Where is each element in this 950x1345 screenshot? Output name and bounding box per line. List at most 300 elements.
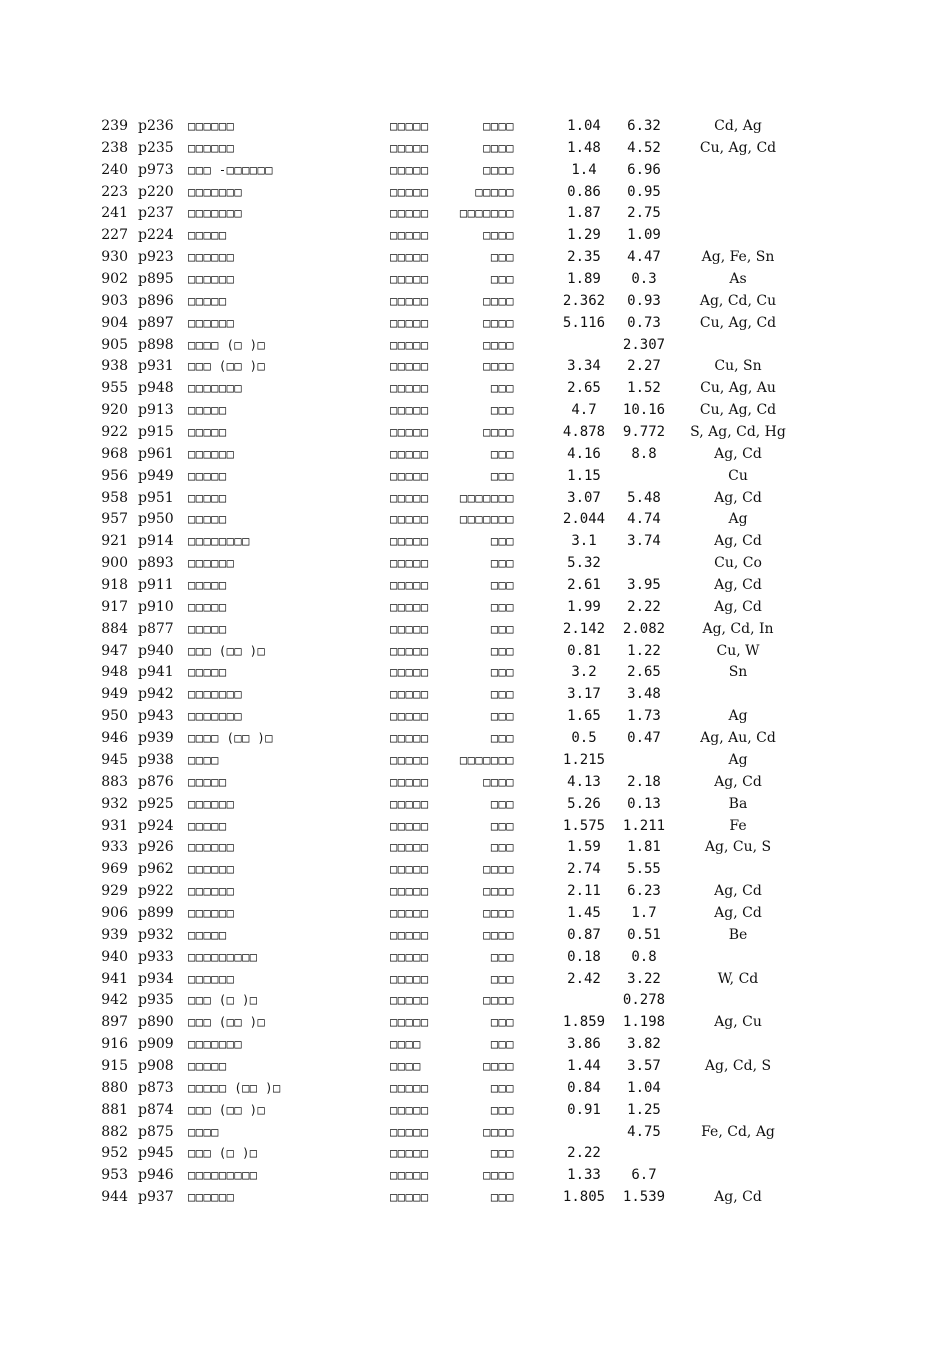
row-number: 941 [101,970,128,987]
item-category: □□□□□ [390,381,429,396]
item-type: □□□ [490,971,514,986]
item-name: □□□□□□□ [188,381,243,396]
item-code: p914 [138,533,174,550]
item-category: □□□□□ [390,184,429,199]
table-row [0,859,950,881]
item-category: □□□□□ [390,818,429,833]
item-code: p923 [138,249,174,266]
item-name: □□□□□□□□□ [188,949,258,964]
row-number: 902 [101,271,128,288]
item-type: □□□□ [483,1058,514,1073]
item-category: □□□□□ [390,731,429,746]
item-type: □□□□□□□ [459,752,514,767]
row-number: 227 [101,227,128,244]
item-type: □□□ [490,1146,514,1161]
item-category: □□□□□ [390,1146,429,1161]
item-code: p875 [138,1123,174,1140]
item-name: □□□□□ [188,621,227,636]
element-list: S, Ag, Cd, Hg [690,424,786,441]
value-1: 2.362 [562,292,606,309]
item-name: □□□□□□ [188,140,235,155]
item-name: □□□ (□ )□ [188,993,258,1008]
value-1: 1.04 [567,118,601,134]
item-name: □□□□□□□ [188,709,243,724]
value-1: 1.44 [567,1057,601,1074]
item-name: □□□□□□□ [188,687,243,702]
item-code: p922 [138,883,174,900]
item-type: □□□□ [483,337,514,352]
row-number: 920 [101,402,128,419]
table-row [0,422,950,444]
row-number: 880 [101,1079,128,1096]
value-1: 1.33 [567,1167,601,1184]
item-code: p874 [138,1101,174,1118]
item-name: □□□□□□ [188,971,235,986]
table-row [0,313,950,335]
item-name: □□□ (□□ )□ [188,359,266,374]
item-type: □□□ [490,1102,514,1117]
row-number: 930 [101,249,128,266]
element-list: Ag, Cd [714,598,762,615]
row-number: 241 [101,205,128,222]
item-category: □□□□□ [390,949,429,964]
item-type: □□□ [490,381,514,396]
value-1: 3.86 [567,1036,601,1053]
item-category: □□□□□ [390,884,429,899]
item-name: □□□□□ [188,228,227,243]
value-2: 4.75 [627,1123,661,1140]
element-list: Cu [728,467,748,484]
item-code: p237 [138,205,174,222]
row-number: 932 [101,795,128,812]
item-code: p926 [138,839,174,856]
item-type: □□□ [490,250,514,265]
item-code: p898 [138,336,174,353]
item-name: □□□□□□□ [188,1037,243,1052]
table-row [0,225,950,247]
value-1: 2.35 [567,249,601,266]
item-code: p899 [138,904,174,921]
table-row [0,116,950,138]
value-1: 0.5 [571,730,597,747]
value-2: 2.75 [627,205,661,222]
value-2: 0.51 [627,926,661,943]
item-code: p896 [138,292,174,309]
item-code: p220 [138,183,174,200]
item-category: □□□□ [390,1058,421,1073]
table-row [0,794,950,816]
element-list: Ag, Cd [714,1189,762,1206]
table-row [0,203,950,225]
item-category: □□□□□ [390,272,429,287]
row-number: 915 [101,1057,128,1074]
value-2: 2.18 [627,773,661,790]
table-row [0,509,950,531]
element-list: Ag [728,708,748,725]
value-1: 5.116 [562,314,606,331]
element-list: Ag, Cd [714,883,762,900]
table-row [0,1056,950,1078]
item-name: □□□□□□ [188,862,235,877]
item-name: □□□□ (□ )□ [188,337,266,352]
item-code: p934 [138,970,174,987]
item-name: □□□□□□ [188,272,235,287]
row-number: 955 [101,380,128,397]
item-name: □□□□□□ [188,446,235,461]
element-list: W, Cd [717,970,759,987]
item-type: □□□□ [483,774,514,789]
item-category: □□□□□ [390,643,429,658]
item-code: p937 [138,1189,174,1206]
row-number: 946 [101,730,128,747]
item-name: □□□ (□□ )□ [188,1015,266,1030]
element-list: Ag, Au, Cd [700,730,776,747]
value-1: 2.61 [567,577,601,594]
value-1: 1.45 [567,904,601,921]
value-2: 5.48 [627,489,661,506]
table-row [0,947,950,969]
value-2: 3.22 [627,970,661,987]
table-row [0,1078,950,1100]
element-list: Ag, Cd, Cu [699,292,777,309]
item-category: □□□□□ [390,1124,429,1139]
item-name: □□□□□□□ [188,184,243,199]
value-2: 0.278 [622,992,666,1009]
item-type: □□□ [490,403,514,418]
table-row [0,1165,950,1187]
item-name: □□□□□□ [188,556,235,571]
item-name: □□□□□ [188,425,227,440]
item-type: □□□ [490,818,514,833]
element-list: Cu, Sn [714,358,762,375]
row-number: 238 [101,139,128,156]
item-name: □□□□□ [188,927,227,942]
item-category: □□□□□ [390,140,429,155]
item-name: □□□□□ (□□ )□ [188,1080,281,1095]
row-number: 933 [101,839,128,856]
row-number: 938 [101,358,128,375]
value-2: 3.95 [627,577,661,594]
row-number: 956 [101,467,128,484]
value-1: 1.29 [567,227,601,244]
item-category: □□□□□ [390,534,429,549]
value-1: 5.26 [567,795,601,812]
row-number: 883 [101,773,128,790]
item-type: □□□ [490,468,514,483]
item-name: □□□□□□□□ [188,534,250,549]
value-1: 2.74 [567,861,601,878]
table-row [0,182,950,204]
value-2: 1.52 [627,380,661,397]
item-name: □□□□□□ [188,840,235,855]
element-list: Fe, Cd, Ag [701,1123,775,1140]
row-number: 921 [101,533,128,550]
value-2: 4.47 [627,249,661,266]
item-type: □□□ [490,796,514,811]
item-category: □□□□□ [390,556,429,571]
element-list: Ag, Cd [714,489,762,506]
row-number: 953 [101,1167,128,1184]
item-type: □□□□ [483,140,514,155]
table-row [0,684,950,706]
element-list: Ag, Cd, In [702,620,774,637]
item-type: □□□□ [483,425,514,440]
item-category: □□□□□ [390,599,429,614]
item-code: p925 [138,795,174,812]
item-type: □□□□ [483,905,514,920]
item-code: p236 [138,118,174,134]
item-category: □□□□□ [390,119,429,133]
item-type: □□□□□□□ [459,490,514,505]
value-1: 1.59 [567,839,601,856]
value-1: 2.142 [562,620,606,637]
item-category: □□□□□ [390,162,429,177]
value-2: 1.09 [627,227,661,244]
item-code: p962 [138,861,174,878]
row-number: 900 [101,555,128,572]
item-code: p931 [138,358,174,375]
element-list: Cu, W [716,642,760,659]
row-number: 940 [101,948,128,965]
value-2: 4.52 [627,139,661,156]
item-code: p941 [138,664,174,681]
item-type: □□□ [490,687,514,702]
value-2: 3.82 [627,1036,661,1053]
item-code: p877 [138,620,174,637]
element-list: Ag, Cd [714,445,762,462]
value-2: 1.25 [627,1101,661,1118]
row-number: 882 [101,1123,128,1140]
item-name: □□□□□□ [188,119,235,133]
value-1: 2.42 [567,970,601,987]
element-list: Cd, Ag [714,118,762,134]
item-category: □□□□□ [390,468,429,483]
item-name: □□□□□ [188,599,227,614]
item-type: □□□ [490,949,514,964]
element-list: Ag, Cd [714,773,762,790]
item-name: □□□□□□ [188,796,235,811]
item-name: □□□□ [188,752,219,767]
item-category: □□□□□ [390,665,429,680]
item-name: □□□□□ [188,403,227,418]
value-1: 1.575 [562,817,606,834]
item-category: □□□□□ [390,862,429,877]
row-number: 949 [101,686,128,703]
value-2: 1.539 [622,1189,666,1206]
item-category: □□□□□ [390,512,429,527]
row-number: 916 [101,1036,128,1053]
item-category: □□□□□ [390,228,429,243]
item-name: □□□ (□□ )□ [188,1102,266,1117]
item-code: p938 [138,751,174,768]
item-type: □□□□ [483,993,514,1008]
element-list: Ba [728,795,748,812]
value-1: 1.4 [571,161,597,178]
item-type: □□□□ [483,1168,514,1183]
table-row [0,1034,950,1056]
item-type: □□□ [490,643,514,658]
item-code: p913 [138,402,174,419]
value-2: 1.22 [627,642,661,659]
table-row [0,466,950,488]
value-2: 2.22 [627,598,661,615]
item-type: □□□ [490,534,514,549]
item-type: □□□□ [483,927,514,942]
item-type: □□□□ [483,1124,514,1139]
value-2: 6.7 [631,1167,657,1184]
value-1: 3.07 [567,489,601,506]
table-row [0,990,950,1012]
item-category: □□□□□ [390,1080,429,1095]
value-1: 0.87 [567,926,601,943]
item-code: p932 [138,926,174,943]
item-code: p895 [138,271,174,288]
value-1: 3.2 [571,664,597,681]
row-number: 906 [101,904,128,921]
row-number: 897 [101,1014,128,1031]
item-category: □□□□□ [390,446,429,461]
item-code: p924 [138,817,174,834]
item-type: □□□□□□□ [459,206,514,221]
value-2: 6.96 [627,161,661,178]
item-name: □□□□□ [188,665,227,680]
value-1: 3.34 [567,358,601,375]
table-row [0,575,950,597]
item-type: □□□ [490,1080,514,1095]
value-1: 2.22 [567,1145,601,1162]
row-number: 240 [101,161,128,178]
item-code: p948 [138,380,174,397]
row-number: 947 [101,642,128,659]
element-list: Ag, Cd [714,577,762,594]
item-category: □□□□□ [390,927,429,942]
item-name: □□□□□□□□□ [188,1168,258,1183]
table-row [0,837,950,859]
value-2: 5.55 [627,861,661,878]
item-type: □□□ [490,731,514,746]
element-list: Ag, Cu [714,1014,762,1031]
item-category: □□□□□ [390,709,429,724]
item-name: □□□□□□ [188,315,235,330]
item-type: □□□□ [483,862,514,877]
item-code: p942 [138,686,174,703]
table-row [0,247,950,269]
value-1: 0.91 [567,1101,601,1118]
element-list: As [729,271,747,288]
item-code: p973 [138,161,174,178]
table-row [0,531,950,553]
item-type: □□□□ [483,119,514,133]
element-list: Ag, Cd [714,904,762,921]
item-category: □□□□□ [390,796,429,811]
value-2: 1.198 [622,1014,666,1031]
row-number: 929 [101,883,128,900]
item-type: □□□□ [483,228,514,243]
item-name: □□□ (□ )□ [188,1146,258,1161]
item-code: p910 [138,598,174,615]
item-code: p908 [138,1057,174,1074]
table-row [0,728,950,750]
item-code: p945 [138,1145,174,1162]
item-code: p911 [138,577,174,594]
value-2: 3.48 [627,686,661,703]
item-code: p235 [138,139,174,156]
value-2: 10.16 [622,402,666,419]
item-code: p951 [138,489,174,506]
table-row [0,706,950,728]
element-list: Fe [729,817,747,834]
value-2: 0.3 [631,271,657,288]
row-number: 944 [101,1189,128,1206]
data-table [0,116,950,1209]
value-1: 0.84 [567,1079,601,1096]
item-type: □□□ [490,840,514,855]
element-list: Ag, Fe, Sn [701,249,775,266]
item-name: □□□ (□□ )□ [188,643,266,658]
item-name: □□□□□ [188,1058,227,1073]
item-name: □□□□ [188,1124,219,1139]
item-category: □□□□□ [390,293,429,308]
table-row [0,750,950,772]
item-name: □□□□□ [188,774,227,789]
value-2: 6.32 [627,118,661,134]
row-number: 969 [101,861,128,878]
value-2: 1.04 [627,1079,661,1096]
table-row [0,597,950,619]
table-row [0,291,950,313]
row-number: 948 [101,664,128,681]
table-row [0,335,950,357]
value-1: 2.65 [567,380,601,397]
item-code: p897 [138,314,174,331]
value-1: 1.48 [567,139,601,156]
item-code: p890 [138,1014,174,1031]
value-1: 1.215 [562,751,606,768]
item-category: □□□□□ [390,993,429,1008]
value-1: 1.859 [562,1014,606,1031]
table-row [0,1187,950,1209]
table-row [0,1122,950,1144]
item-name: □□□□□ [188,468,227,483]
table-row [0,925,950,947]
item-name: □□□□□ [188,818,227,833]
item-category: □□□□□ [390,687,429,702]
item-type: □□□□ [483,884,514,899]
item-name: □□□□□□ [188,1190,235,1205]
item-category: □□□□□ [390,1015,429,1030]
item-type: □□□ [490,709,514,724]
item-type: □□□ [490,665,514,680]
item-type: □□□ [490,1015,514,1030]
item-type: □□□□ [483,315,514,330]
row-number: 884 [101,620,128,637]
table-row [0,400,950,422]
item-type: □□□ [490,621,514,636]
item-code: p950 [138,511,174,528]
table-row [0,1143,950,1165]
value-1: 1.65 [567,708,601,725]
value-1: 4.16 [567,445,601,462]
item-category: □□□□□ [390,905,429,920]
row-number: 952 [101,1145,128,1162]
item-code: p943 [138,708,174,725]
item-category: □□□□□ [390,752,429,767]
row-number: 957 [101,511,128,528]
table-row [0,378,950,400]
value-2: 0.93 [627,292,661,309]
item-category: □□□□□ [390,250,429,265]
row-number: 968 [101,445,128,462]
